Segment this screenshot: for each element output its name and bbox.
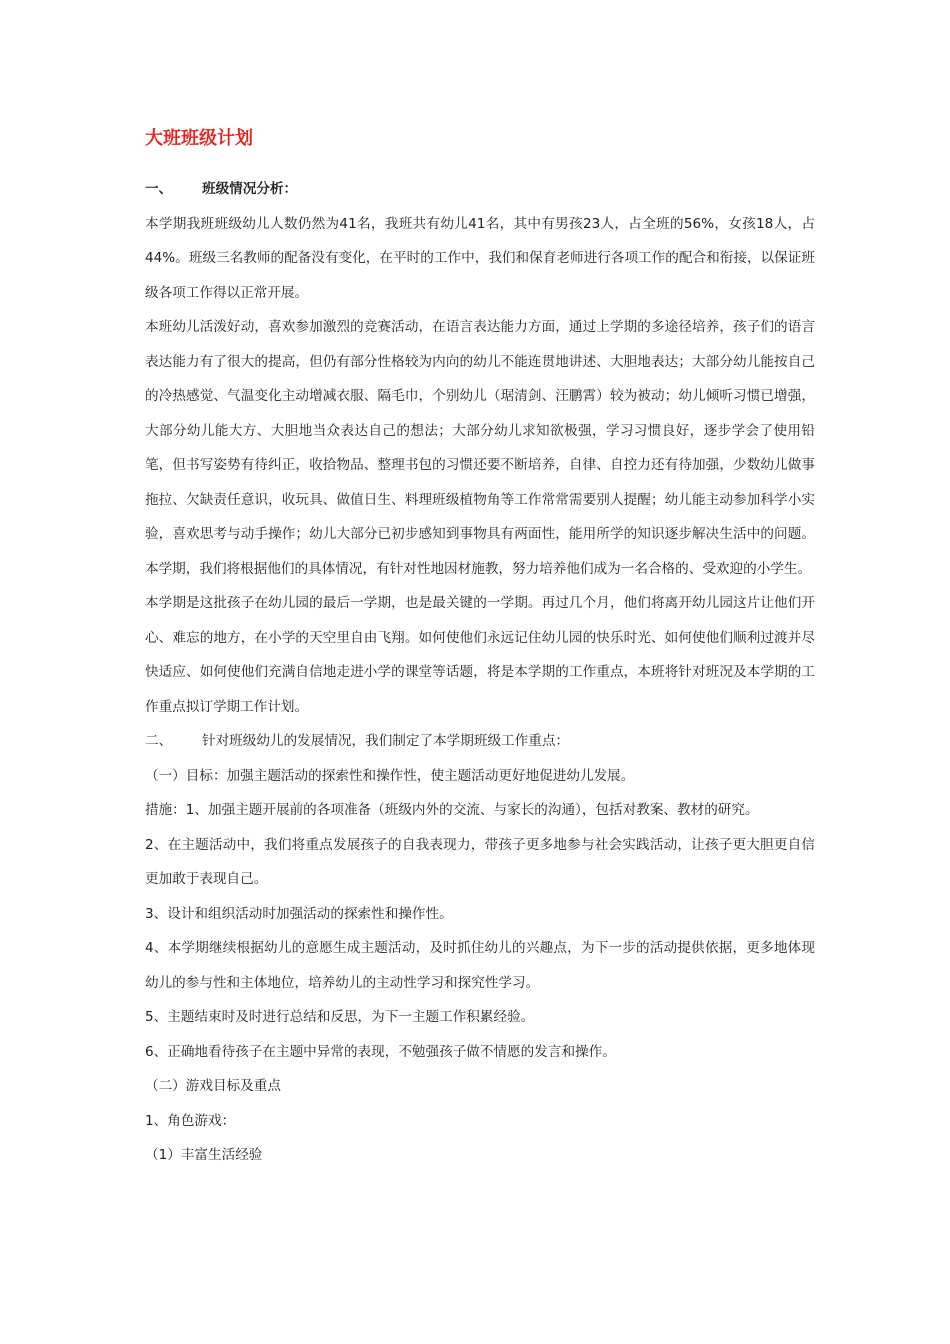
section-heading-2 [145,724,815,759]
measure-line: 3、设计和组织活动时加强活动的探索性和操作性。 [145,905,453,922]
goal-line: （一）目标：加强主题活动的探索性和操作性，使主题活动更好地促进幼儿发展。 [145,767,635,784]
measure-line: 6、正确地看待孩子在主题中异常的表现，不勉强孩子做不情愿的发言和操作。 [145,1043,616,1060]
paragraph: 本班幼儿活泼好动，喜欢参加激烈的竞赛活动，在语言表达能力方面，通过上学期的多途径培养，孩子们的语言表达能力有了很大的提高，但仍有部分性格较为内向的幼儿不能连贯地讲述、大胆地表达；大部分幼儿能按自己的冷热感觉、气温变化主动增减衣服、隔毛巾，个别幼儿（琚清剑、汪鹏霄）较为被动；幼儿倾听习惯已增强，大部分幼儿能大方、大胆地当众表达自己的想法；大部分幼儿求知欲极强，学习习惯良好，逐步学会了使用铅笔，但书写姿势有待纠正，收拾物品、整理书包的习惯还要不断培养，自律、自控力还有待加强，少数幼儿做事拖拉、欠缺责任意识，收玩具、做值日生、料理班级植物角等工作常常需要别人提醒；幼儿能主动参加科学小实验，喜欢思考与动手操作；幼儿大部分已初步感知到事物具有两面性，能用所学的知识逐步解决生活中的问题。本学期，我们将根据他们的具体情况，有针对性地因材施教，努力培养他们成为一名合格的、受欢迎的小学生。 [145,319,815,577]
measure-line: 5、主题结束时及时进行总结和反思，为下一主题工作积累经验。 [145,1009,535,1025]
measure-line: 措施：1、加强主题开展前的各项准备（班级内外的交流、与家长的沟通），包括对教案、教材的研究。 [145,802,759,818]
list-item: 1、角色游戏： [145,1112,236,1129]
subsection-heading: （二）游戏目标及重点 [145,1078,281,1094]
section-label: 针对班级幼儿的发展情况，我们制定了本学期班级工作重点： [202,733,570,749]
document-body [145,172,815,1173]
paragraph: 本学期是这批孩子在幼儿园的最后一学期，也是最关键的一学期。再过几个月，他们将离开幼儿园这片让他们开心、难忘的地方，在小学的天空里自由飞翔。如何使他们永远记住幼儿园的快乐时光、如何使他们顺利过渡并尽快适应、如何使他们充满自信地走进小学的课堂等话题，将是本学期的工作重点，本班将针对班况及本学期的工作重点拟订学期工作计划。 [145,595,815,715]
section-label: 班级情况分析： [202,181,298,197]
document-title: 大班班级计划 [145,128,253,149]
list-item: （1）丰富生活经验 [145,1147,263,1163]
measure-line: 2、在主题活动中，我们将重点发展孩子的自我表现力，带孩子更多地参与社会实践活动，让孩子更大胆更自信更加敢于表现自己。 [145,836,815,887]
section-number: 二、 [145,733,173,749]
paragraph: 本学期我班班级幼儿人数仍然为41名，我班共有幼儿41名，其中有男孩23人，占全班的56%，女孩18人，占44%。班级三名教师的配备没有变化，在平时的工作中，我们和保育老师进行各项工作的配合和衔接，以保证班级各项工作得以正常开展。 [145,215,815,301]
section-heading-1 [145,172,815,207]
section-number: 一、 [145,181,173,197]
measure-line: 4、本学期继续根据幼儿的意愿生成主题活动，及时抓住幼儿的兴趣点，为下一步的活动提供依据，更多地体现幼儿的参与性和主体地位，培养幼儿的主动性学习和探究性学习。 [145,940,815,991]
